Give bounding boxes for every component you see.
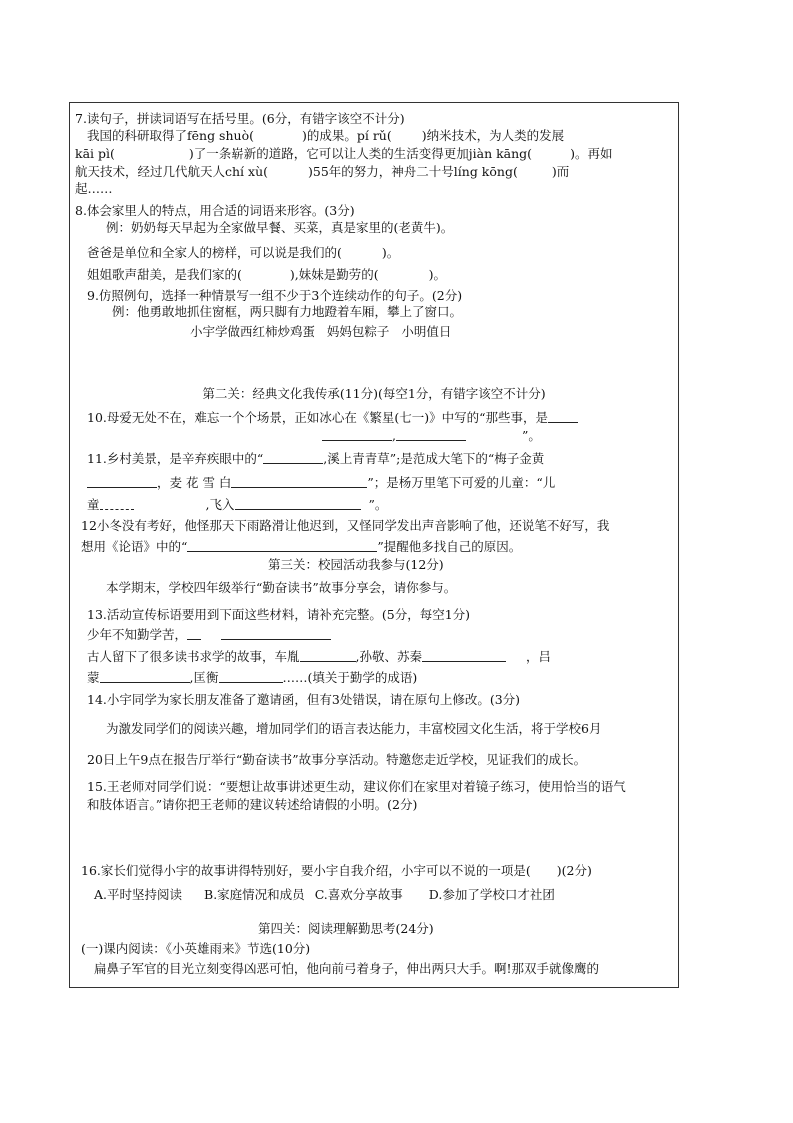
q10-text: ,: [392, 428, 396, 443]
answer-blank[interactable]: [231, 475, 367, 488]
q10-text: ”。: [521, 428, 541, 443]
section-3-title: 第三关：校园活动我参与(12分): [268, 557, 444, 572]
q7-title: 7.读句子，拼读词语写在括号里。(6分，有错字该空不计分): [75, 111, 405, 126]
q8-title: 8.体会家里人的特点，用合适的词语来形容。(3分): [75, 203, 355, 218]
q16-option-c[interactable]: C.喜欢分享故事: [314, 887, 403, 902]
q14-line-1: 为激发同学们的阅读兴趣，增加同学们的语言表达能力，丰富校园文化生活，将于学校6月: [106, 721, 602, 736]
q7-text: )。再如: [570, 146, 613, 161]
q8-example: 例：奶奶每天早起为全家做早餐、买菜，真是家里的(老黄牛)。: [106, 220, 454, 235]
q7-text: kāi pì(: [75, 146, 115, 161]
q8-line-1: [87, 245, 399, 261]
q8-text: 爸爸是单位和全家人的榜样，可以说是我们的(: [87, 245, 342, 260]
q11-text: 11.乡村美景，是辛弃疾眼中的“: [87, 451, 264, 466]
answer-blank[interactable]: [221, 627, 331, 640]
q7-text: )的成果。pí rǔ(: [301, 128, 392, 143]
q13-line-1: [87, 627, 331, 643]
q10-line-2: [322, 428, 541, 444]
q7-line-4: 起……: [75, 181, 113, 196]
q7-text: )了一条崭新的道路，它可以让人类的生活变得更加jiàn kāng(: [188, 146, 533, 161]
q16-stem: [81, 863, 592, 879]
q11-text: ”。: [368, 497, 388, 512]
q13-line-2: [87, 649, 551, 665]
q13-text: ,匡衡: [189, 670, 219, 685]
q13-line-3: [87, 670, 417, 686]
answer-blank[interactable]: [187, 627, 201, 640]
q14-title: 14.小宇同学为家长朋友准备了邀请函，但有3处错误，请在原句上修改。(3分): [87, 692, 521, 707]
answer-blank[interactable]: [322, 428, 392, 441]
q16-text: 16.家长们觉得小宇的故事讲得特别好，要小宇自我介绍，小宇可以不说的一项是(: [81, 863, 531, 878]
section-4-title: 第四关：阅读理解勤思考(24分): [258, 921, 434, 936]
answer-blank[interactable]: [100, 497, 134, 510]
q11-line-1: [87, 451, 544, 467]
q10-line-1: [87, 410, 578, 426]
answer-blank[interactable]: [300, 649, 356, 662]
q14-line-2: 20日上午9点在报告厅举行“勤奋读书”故事分享活动。特邀您走近学校，见证我们的成长。: [87, 752, 587, 767]
q13-text: 蒙: [87, 670, 100, 685]
q9-title: 9.仿照例句，选择一种情景写一组不少于3个连续动作的句子。(2分): [87, 288, 463, 303]
q7-line-2: [75, 146, 612, 162]
q7-text: 航天技术，经过几代航天人chí xù(: [75, 164, 268, 179]
q8-text: ),妹妹是勤劳的(: [289, 267, 379, 282]
q13-title: 13.活动宣传标语要用到下面这些材料，请补充完整。(5分，每空1分): [87, 607, 471, 622]
q12-text: ”提醒他多找自己的原因。: [377, 539, 522, 554]
q7-line-3: [75, 164, 569, 180]
q16-option-b[interactable]: B.家庭情况和成员: [204, 887, 305, 902]
q15-line-1: 15.王老师对同学们说：“要想让故事讲述更生动，建议你们在家里对着镜子练习，使用恰当的语气: [87, 779, 626, 794]
q8-line-2: [87, 267, 446, 283]
section-4-passage: 扁鼻子军官的目光立刻变得凶恶可怕，他向前弓着身子，伸出两只大手。啊!那双手就像鹰的: [94, 961, 600, 976]
section-3-intro: 本学期末，学校四年级举行“勤奋读书”故事分享会，请你参与。: [106, 580, 457, 595]
q7-text: )纳米技术，为人类的发展: [421, 128, 565, 143]
q11-text: ”；是杨万里笔下可爱的儿童：“儿: [367, 475, 556, 490]
answer-blank[interactable]: [548, 410, 578, 423]
q7-line-1: [87, 128, 564, 144]
section-4-subtitle: (一)课内阅读：《小英雄雨来》节选(10分): [81, 941, 311, 956]
q7-text: )而: [551, 164, 570, 179]
answer-blank[interactable]: [219, 670, 283, 683]
q9-options: 小宇学做西红柿炒鸡蛋 妈妈包粽子 小明值日: [190, 324, 452, 339]
q12-line-1: 12小冬没有考好，他怪那天下雨路滑让他迟到，又怪同学发出声音影响了他，还说笔不好写，我: [81, 518, 610, 533]
q16-option-a[interactable]: A.平时坚持阅读: [94, 887, 183, 902]
q7-text: )55年的努力，神舟二十号líng kōng(: [308, 164, 518, 179]
q13-text: 古人留下了很多读书求学的故事，车胤: [87, 649, 300, 664]
q16-text: )(2分): [556, 863, 592, 878]
q12-text: 想用《论语》中的“: [81, 539, 188, 554]
q16-option-d[interactable]: D.参加了学校口才社团: [428, 887, 555, 902]
q11-text: ，麦 花 雪 白: [157, 475, 232, 490]
q11-line-2: [87, 475, 555, 491]
q7-text: 我国的科研取得了fēng shuò(: [87, 128, 254, 143]
q8-text: 姐姐歌声甜美，是我们家的(: [87, 267, 242, 282]
answer-blank[interactable]: [87, 475, 157, 488]
q13-text: 少年不知勤学苦，: [87, 627, 188, 642]
section-2-title: 第二关：经典文化我传承(11分)(每空1分，有错字该空不计分): [202, 386, 546, 401]
q13-text: ……(填关于勤学的成语): [282, 670, 418, 685]
answer-blank[interactable]: [235, 497, 361, 510]
q13-text: ，吕: [526, 649, 552, 664]
q12-line-2: [81, 539, 521, 555]
q10-text: 10.母爱无处不在，难忘一个个场景，正如冰心在《繁星(七一)》中写的“那些事，是: [87, 410, 549, 425]
answer-blank[interactable]: [263, 451, 323, 464]
q13-text: ,孙敬、苏秦: [355, 649, 422, 664]
answer-blank[interactable]: [187, 539, 377, 552]
q16-options: [94, 887, 555, 903]
q11-text: ,飞入: [205, 497, 235, 512]
answer-blank[interactable]: [100, 670, 190, 683]
q8-text: )。: [428, 267, 447, 282]
q9-example: 例：他勇敢地抓住窗框，两只脚有力地蹬着车厢，攀上了窗口。: [112, 304, 463, 319]
q8-text: )。: [381, 245, 400, 260]
q11-text: ,溪上青青草”;是范成大笔下的“梅子金黄: [323, 451, 545, 466]
q15-line-2: 和肢体语言。”请你把王老师的建议转述给请假的小明。(2分): [87, 797, 418, 812]
q11-text: 童: [87, 497, 100, 512]
answer-blank[interactable]: [422, 649, 506, 662]
answer-blank[interactable]: [396, 428, 466, 441]
q11-line-3: [87, 497, 387, 513]
